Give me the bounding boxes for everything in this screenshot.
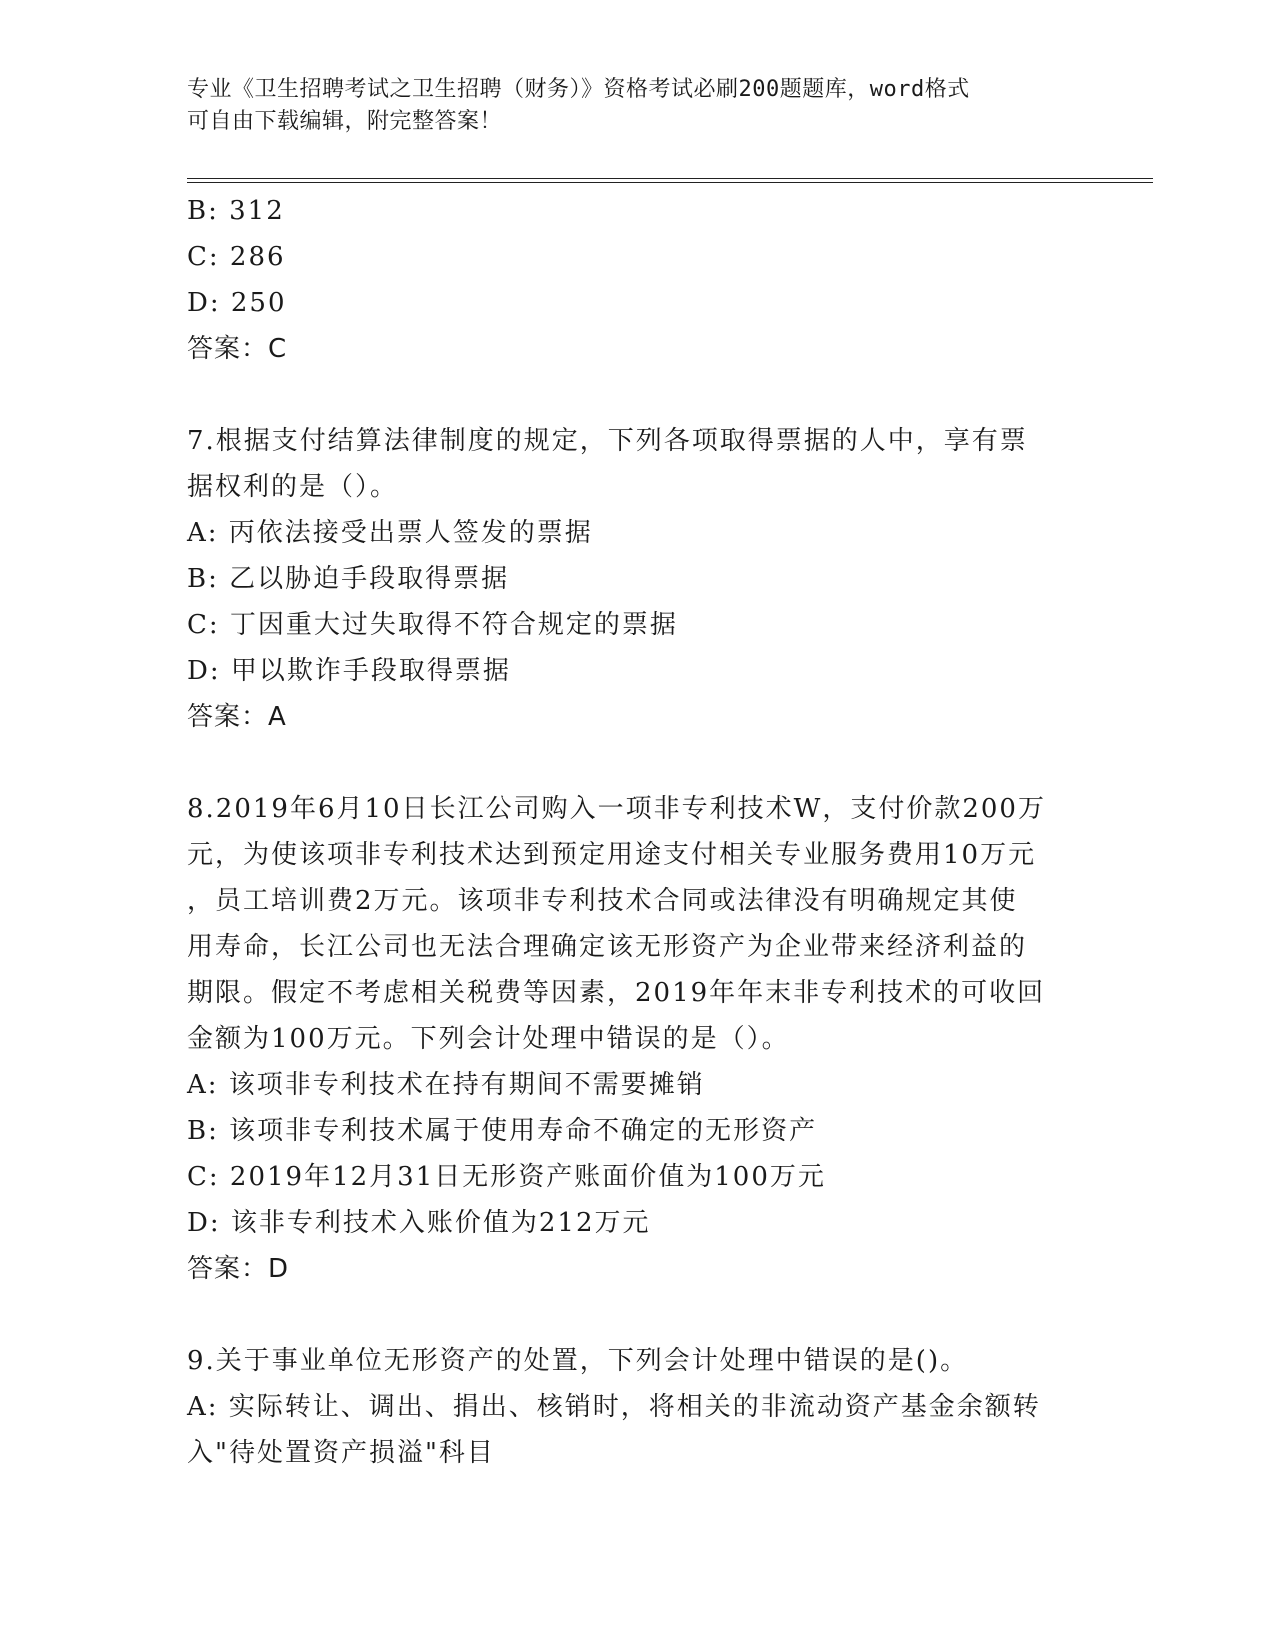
question-8-answer: 答案：D: [187, 1254, 290, 1284]
question-8-text-line-4: 用寿命，长江公司也无法合理确定该无形资产为企业带来经济利益的: [187, 932, 1028, 962]
question-7-block: [187, 418, 1087, 740]
header-divider-top: [187, 178, 1153, 179]
question-9-text-line-1: 9.关于事业单位无形资产的处置，下列会计处理中错误的是()。: [187, 1346, 969, 1376]
question-8-text-line-5: 期限。假定不考虑相关税费等因素，2019年年末非专利技术的可收回: [187, 978, 1046, 1008]
header-title-line-1: 专业《卫生招聘考试之卫生招聘（财务）》资格考试必刷200题题库，word格式: [187, 77, 970, 102]
question-8-option-d: D: 该非专利技术入账价值为212万元: [187, 1208, 651, 1238]
header-title-line-2: 可自由下载编辑，附完整答案！: [187, 109, 503, 134]
question-8-text-line-6: 金额为100万元。下列会计处理中错误的是（）。: [187, 1024, 790, 1054]
question-6-option-b: B: 312: [187, 196, 285, 226]
question-7-option-d: D: 甲以欺诈手段取得票据: [187, 656, 511, 686]
question-6-option-c: C: 286: [187, 242, 286, 272]
question-8-option-a: A: 该项非专利技术在持有期间不需要摊销: [187, 1070, 705, 1100]
header-divider-bottom: [187, 182, 1153, 183]
spacer: [187, 372, 1087, 418]
question-6-answer: 答案：C: [187, 334, 288, 364]
question-7-text-line-2: 据权利的是（）。: [187, 472, 399, 502]
question-9-option-a-line-1: A: 实际转让、调出、捐出、核销时，将相关的非流动资产基金余额转: [187, 1392, 1041, 1422]
question-6-block: [187, 188, 1087, 372]
spacer: [187, 1292, 1087, 1338]
question-7-option-b: B: 乙以胁迫手段取得票据: [187, 564, 510, 594]
question-content: [187, 188, 1087, 1476]
question-7-text-line-1: 7.根据支付结算法律制度的规定，下列各项取得票据的人中，享有票: [187, 426, 1028, 456]
question-9-option-a-line-2: 入"待处置资产损溢"科目: [187, 1438, 495, 1468]
question-6-option-d: D: 250: [187, 288, 287, 318]
question-7-option-a: A: 丙依法接受出票人签发的票据: [187, 518, 593, 548]
question-8-option-b: B: 该项非专利技术属于使用寿命不确定的无形资产: [187, 1116, 818, 1146]
question-9-block: [187, 1338, 1087, 1476]
question-8-text-line-2: 元，为使该项非专利技术达到预定用途支付相关专业服务费用10万元: [187, 840, 1037, 870]
question-8-text-line-1: 8.2019年6月10日长江公司购入一项非专利技术W，支付价款200万: [187, 794, 1046, 824]
question-7-option-c: C: 丁因重大过失取得不符合规定的票据: [187, 610, 678, 640]
page-header: [187, 74, 1067, 138]
question-8-text-line-3: ，员工培训费2万元。该项非专利技术合同或法律没有明确规定其使: [187, 886, 1018, 916]
spacer: [187, 740, 1087, 786]
question-8-block: [187, 786, 1087, 1292]
question-7-answer: 答案：A: [187, 702, 287, 732]
question-8-option-c: C: 2019年12月31日无形资产账面价值为100万元: [187, 1162, 826, 1192]
